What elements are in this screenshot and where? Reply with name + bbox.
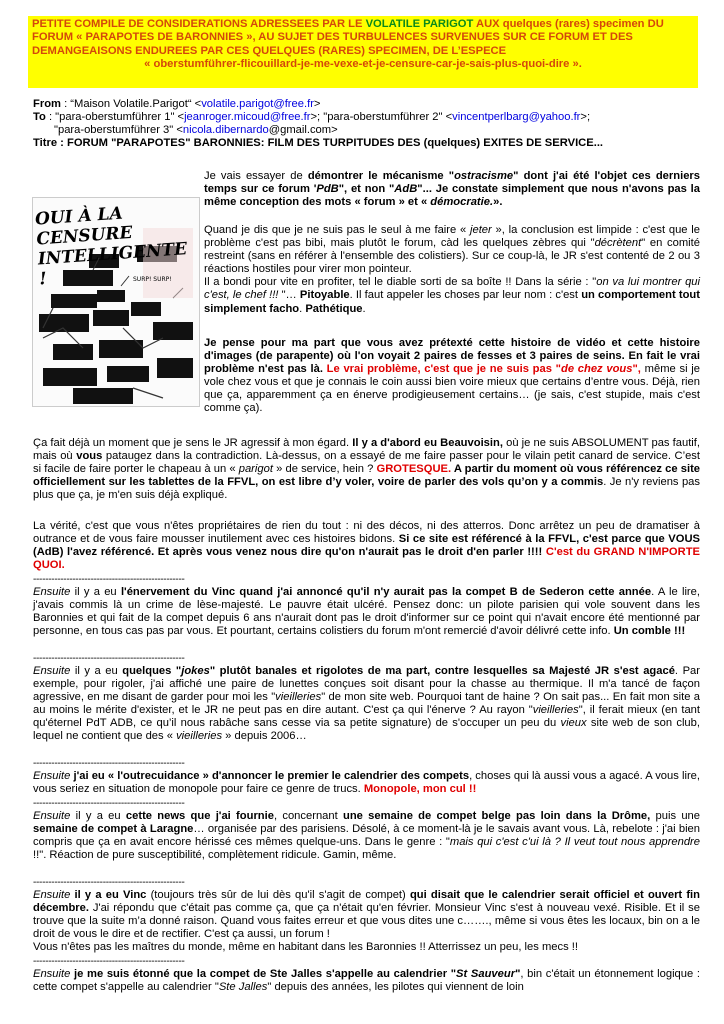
censor-bar <box>99 340 143 358</box>
paragraph-1: Je vais essayer de démontrer le mécanisme "ostracisme" dont j'ai été l'objet ces derniers temps sur ce forum 'PdB", et non "AdB"... Je constate simplement que nous n'avons pas la même conception des mots « forum » et « démocratie.». <box>204 170 700 209</box>
paragraph-3: Je pense pour ma part que vous avez prétexté cette histoire de vidéo et cette histoire d'images (de parapente) où l'on voyait 2 paires de fesses et 3 paires de seins. En fait le vrai problème n'est pas là. Le vrai problème, c'est que je ne suis pas "de chez vous", même si je vole chez vous et que je connais le coin aussi bien voire mieux que certains d’entre vous. Déjà, rien que ça, apparemment ça en énerve prodigieusement certains… (je sais, c'est stupide, mais c'est comme ça). <box>204 337 700 415</box>
censor-bar <box>107 366 149 382</box>
separator: -------------------------------------------------- <box>33 758 185 769</box>
paragraph-5: La vérité, c'est que vous n'êtes propriétaires de rien du tout : ni des décos, ni des atterros. Donc arrêtez un peu de dramatiser à outrance et de vous faire mousser inutilement avec ces histoires bidons. Si ce site est référencé à la FFVL, c'est parce que VOUS (AdB) l'avez référencé. Et après vous venez nous dire qu'on n'aurait pas le droit d'en parler !!!! C'est du GRAND N'IMPORTE QUOI. <box>33 520 701 572</box>
censor-bar <box>43 368 97 386</box>
banner-text-4: quelques (rares) specimen <box>502 18 645 30</box>
to-line-2: "para-oberstumführer 3" <nicola.dibernardo@gmail.com> <box>54 124 338 137</box>
ensuite-paragraph-1: Ensuite il y a eu l'énervement du Vinc quand j'ai annoncé qu'il n'y aurait pas la compet B de Sederon cette année. A le lire, j'avais commis là un crime de lèse-majesté. Le pauvre était ulcéré. Pensez donc: un pilote parisien qui vole souvent dans les Baronnies et qui fait de la compet depuis 6 ans n'aurait dont pas le droit d'informer sur ce point qui n'avait encore été mentionné par personne, en tous cas pas par vous. Et pourtant, certains colistiers du forum m'ont remercié d'avoir délivré cette info. Un comble !!! <box>33 586 700 638</box>
banner-species: « oberstumführer-flicouillard-je-me-vexe-et-je-censure-car-je-sais-plus-quoi-dire ». <box>144 57 582 70</box>
censor-bar <box>53 344 93 360</box>
ensuite-paragraph-2: Ensuite il y a eu quelques "jokes" plutôt banales et rigolotes de ma part, contre lesquelles sa Majesté JR s'est agacé. Par exemple, pour rigoler, j'ai affiché une paire de lunettes conçues soit disant pour la chasse au thermique. Il m'a tancé de façon agressive, en me disant de garder pour moi les "vieilleries" de mon site web. Pourquoi tant de haine ? On sait pas... En fait mon site a au moins le mérite d'exister, et le JR ne peut pas en dire autant. C'est ça qui l'énerve ? Au rayon "vieilleries", il ferait mieux (en tant qu'éternel PdT ADB, ce qu’il nous rabâche sans cesse via sa petite signature) de s'occuper un peu du vieux site web de son club, lequel ne contient que des « vieilleries » depuis 2006… <box>33 665 700 743</box>
censorship-cartoon <box>32 197 200 407</box>
email-header <box>33 98 713 150</box>
ensuite-paragraph-6: Ensuite je me suis étonné que la compet de Ste Jalles s'appelle au calendrier "St Sauveur", bin c'était un étonnement logique : cette compet s'appelle au calendrier "Ste Jalles" depuis des années, les pilotes qui viennent de loin <box>33 968 700 994</box>
censor-bar <box>93 310 129 326</box>
from-email-link[interactable]: volatile.parigot@free.fr <box>201 98 314 110</box>
paragraph-2: Quand je dis que je ne suis pas le seul à me faire « jeter », la conclusion est limpide : c'est que le problème c'est pas bibi, mais plutôt le forum, càd les quelques zèbres qui "décrètent" en comité restreint (sans en référer à l'ensemble des colistiers). Sur ce coup-là, le JR s'est contenté de 2 ou 3 réactions hostiles pour virer mon pointeur. Il a bondi pour vite en profiter, tel le diable sorti de sa boîte !! Dans la série : "on va lui montrer qui c'est, le chef !!! "… Pitoyable. Il faut appeler les choses par leur nom : c'est un comportement tout simplement facho. Pathétique. <box>204 224 701 315</box>
censor-bar <box>73 388 133 404</box>
ensuite-paragraph-4: Ensuite il y a eu cette news que j'ai fournie, concernant une semaine de compet belge pas loin dans la Drôme, puis une semaine de compet à Laragne… organisée par des parisiens. Désolé, à ce moment-là je le savais avant vous. Là, rebelote : j'ai bien compris que ça en avait encore hérissé ces mêmes quelque-uns. Dans le genre : "mais qui c'est c'ui là ? Il veut tout nous apprendre !!". Réaction de pure susceptibilité, complètement ridicule. Gamin, même. <box>33 810 701 862</box>
banner-text-7: , DE L’ESPECE <box>426 44 507 57</box>
banner-text-3: AUX <box>473 18 503 30</box>
title-banner <box>28 16 698 88</box>
to-line: To : "para-oberstumführer 1" <jeanroger.micoud@free.fr>; "para-oberstumführer 2" <vincentperlbarg@yahoo.fr>; <box>33 111 591 124</box>
banner-text-6: QUELQUES (RARES) SPECIMEN <box>252 44 427 57</box>
banner-text-5: DU FORUM « PARAPOTES DE BARONNIES », AU SUJET DES TURBULENCES SURVENUES SUR CE FORUM ET DES DEMANGEAISONS ENDUREES PAR CES <box>32 18 664 57</box>
separator: -------------------------------------------------- <box>33 798 185 809</box>
from-line: From : “Maison Volatile.Parigot“ <volatile.parigot@free.fr> <box>33 98 321 110</box>
censor-bar <box>153 322 193 340</box>
cartoon-sound-effect: SURP! SURP! <box>133 276 172 283</box>
separator: -------------------------------------------------- <box>33 574 185 585</box>
separator: -------------------------------------------------- <box>33 956 185 967</box>
censor-bar <box>97 290 125 302</box>
cartoon-caption: OUI À LA CENSURE INTELLIGENTE ! <box>34 203 188 290</box>
to-email-2-link[interactable]: vincentperlbarg@yahoo.fr <box>452 111 581 124</box>
ensuite-paragraph-3: Ensuite j'ai eu « l'outrecuidance » d'annoncer le premier le calendrier des compets, choses qui là aussi vous a agacé. A vous lire, vous seriez en situation de monopole pour faire ce genre de trucs. Monopole, mon cul !! <box>33 770 701 796</box>
banner-text-1: PETITE COMPILE DE CONSIDERATIONS ADRESSEES PAR LE <box>32 18 366 30</box>
banner-volatile-parigot: VOLATILE PARIGOT <box>365 18 474 30</box>
censor-bar <box>131 302 161 316</box>
to-email-3-link[interactable]: nicola.dibernardo <box>182 124 269 137</box>
separator: -------------------------------------------------- <box>33 877 185 888</box>
email-title: Titre : FORUM "PARAPOTES" BARONNIES: FILM DES TURPITUDES DES (quelques) EXITES DE SERVICE... <box>33 137 604 150</box>
to-email-1-link[interactable]: jeanroger.micoud@free.fr <box>184 111 311 124</box>
paragraph-4: Ça fait déjà un moment que je sens le JR agressif à mon égard. Il y a d'abord eu Beauvoisin, où je ne suis ABSOLUMENT pas fautif, mais où vous pataugez dans la contradiction. Là-dessus, on a essayé de me faire passer pour le vilain petit canard de service. C’est si facile de faire porter le chapeau à un « parigot » de service, hein ? GROTESQUE. A partir du moment où vous référencez ce site officiellement sur les tablettes de la FFVL, on est libre d’y voler, voire de parler des vols qu’on y a commis. Je n'y reviens pas plus que ça, je m'en suis déjà expliqué. <box>33 437 701 502</box>
ensuite-paragraph-5: Ensuite il y a eu Vinc (toujours très sûr de lui dès qu'il s'agit de compet) qui disait que le calendrier serait officiel et ouvert fin décembre. J'ai répondu que c'était pas comme ça, que ça n'était qu'en février. Monsieur Vinc s'est à nouveau vexé. Risible. Et il se trouve que la suite m’a donné raison. Quand vous faites erreur et que vous dites une c……., même si vous êtes les locaux, bin on a le droit de vous le dire et de rectifier. C'est ça aussi, un forum ! Vous n'êtes pas les maîtres du monde, même en habitant dans les Baronnies !! Atterrissez un peu, les mecs !! <box>33 889 700 954</box>
censor-bar <box>157 358 193 378</box>
censor-bar <box>51 294 97 308</box>
separator: -------------------------------------------------- <box>33 653 185 664</box>
